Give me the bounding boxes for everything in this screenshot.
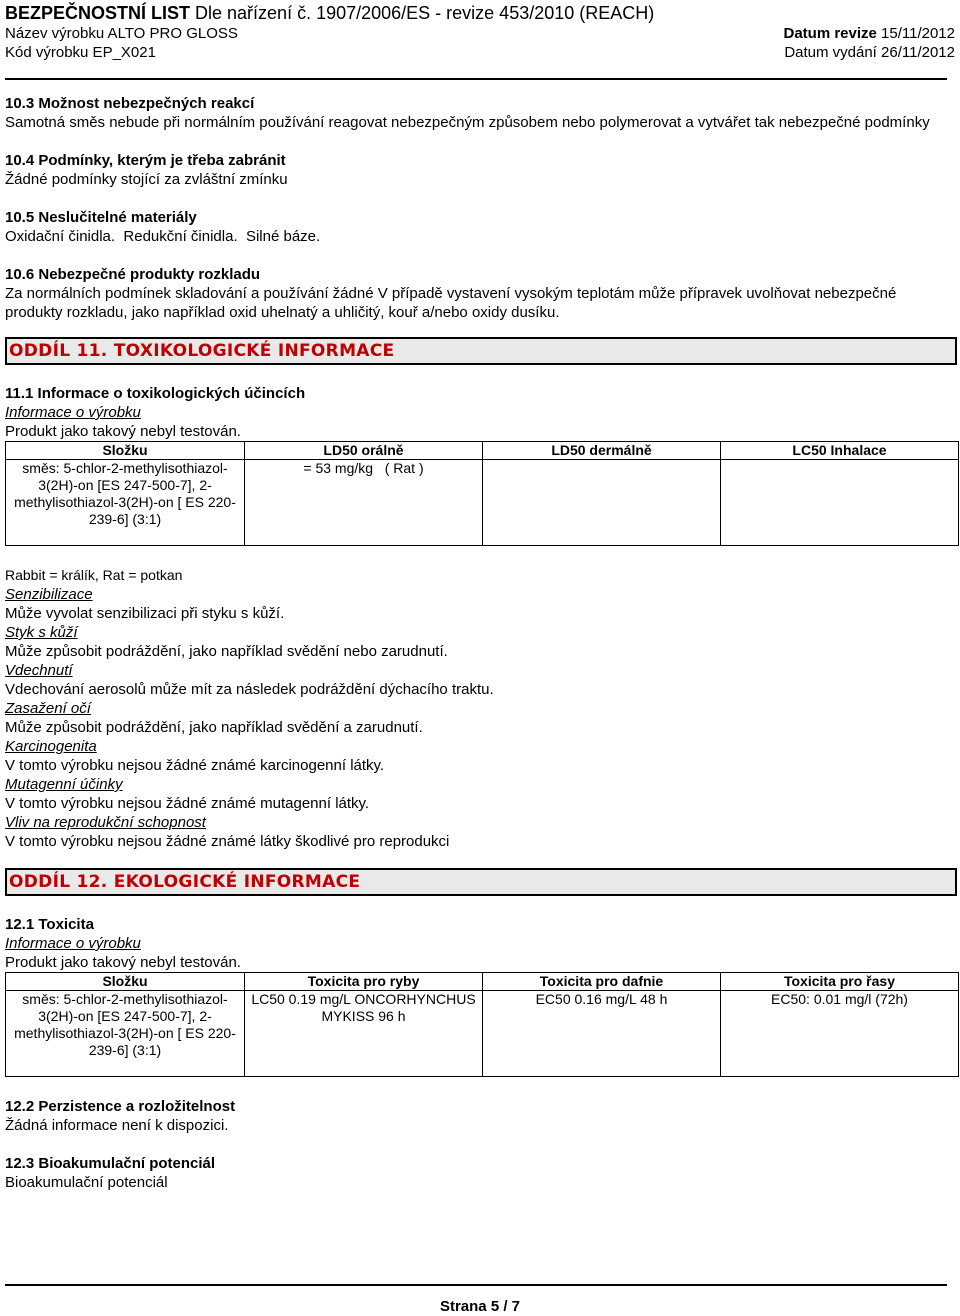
- footer-divider: [5, 1284, 947, 1286]
- text-10-3: Samotná směs nebude při normálním používání reagovat nebezpečným způsobem nebo polymerovat a vytvářet tak nebezpečné podmínky: [5, 114, 930, 131]
- cell-lc50-inhalation: [721, 460, 959, 546]
- issue-date-label: Datum vydání: [784, 44, 877, 61]
- tox-item-reproductive: [5, 813, 955, 851]
- product-code-label: Kód výrobku: [5, 44, 89, 61]
- col-header-algae: Toxicita pro řasy: [721, 973, 959, 991]
- heading-12-2: 12.2 Perzistence a rozložitelnost: [5, 1098, 236, 1115]
- tox-item-label: Mutagenní účinky: [5, 776, 123, 793]
- cell-daphnia: EC50 0.16 mg/L 48 h: [483, 991, 721, 1077]
- text-12-3: Bioakumulační potenciál: [5, 1174, 168, 1191]
- col-header-component: Složku: [6, 973, 245, 991]
- product-code-value: EP_X021: [88, 44, 156, 61]
- tox-item-label: Senzibilizace: [5, 586, 93, 603]
- tox-item-carcinogenicity: [5, 737, 955, 775]
- header-row-2: [5, 43, 955, 62]
- tox-item-text: Může způsobit podráždění, jako například svědění nebo zarudnutí.: [5, 643, 448, 660]
- tox-item-skin-contact: [5, 623, 955, 661]
- tox-item-text: Může způsobit podráždění, jako například svědění a zarudnutí.: [5, 719, 423, 736]
- col-header-lc50-inhalation: LC50 Inhalace: [721, 442, 959, 460]
- col-header-daphnia: Toxicita pro dafnie: [483, 973, 721, 991]
- tox-item-text: Vdechování aerosolů může mít za následek podráždění dýchacího traktu.: [5, 681, 494, 698]
- product-info-label-12: Informace o výrobku: [5, 935, 141, 952]
- heading-10-4: 10.4 Podmínky, kterým je třeba zabránit: [5, 152, 286, 169]
- table-header-row: [6, 973, 959, 991]
- revision-date-value: 15/11/2012: [876, 25, 955, 42]
- tox-item-label: Karcinogenita: [5, 738, 97, 755]
- cell-component: směs: 5-chlor-2-methylisothiazol-3(2H)-on [ES 247-500-7], 2-methylisothiazol-3(2H)-on [ ES 220-239-6] (3:1): [6, 460, 245, 546]
- text-12-2: Žádná informace není k dispozici.: [5, 1117, 229, 1134]
- product-info-label-11: Informace o výrobku: [5, 404, 141, 421]
- document-title-main: BEZPEČNOSTNÍ LIST: [5, 3, 191, 23]
- tox-item-label: Vdechnutí: [5, 662, 73, 679]
- product-info-text-11: Produkt jako takový nebyl testován.: [5, 423, 241, 440]
- tox-item-text: V tomto výrobku nejsou žádné známé mutagenní látky.: [5, 795, 370, 812]
- col-header-ld50-oral: LD50 orálně: [245, 442, 483, 460]
- tox-item-mutagenicity: [5, 775, 955, 813]
- col-header-fish: Toxicita pro ryby: [245, 973, 483, 991]
- text-10-6: Za normálních podmínek skladování a používání žádné V případě vystavení vysokým teplotám může přípravek uvolňovat nebezpečné produkty rozkladu, jako například oxid uhelnatý a uhličitý, kouř a/nebo oxidy dusíku.: [5, 285, 897, 321]
- heading-11-1: 11.1 Informace o toxikologických účincích: [5, 385, 306, 402]
- product-name-label: Název výrobku: [5, 25, 105, 42]
- tox-item-label: Zasažení očí: [5, 700, 91, 717]
- table-header-row: [6, 442, 959, 460]
- header-row-1: [5, 24, 955, 43]
- ecotoxicity-table: [5, 972, 959, 1077]
- tox-item-label: Styk s kůží: [5, 624, 78, 641]
- header-divider: [5, 78, 947, 80]
- issue-date: [784, 43, 955, 62]
- heading-12-3: 12.3 Bioakumulační potenciál: [5, 1155, 216, 1172]
- heading-10-3: 10.3 Možnost nebezpečných reakcí: [5, 95, 255, 112]
- tox-item-sensitization: [5, 585, 955, 623]
- col-header-ld50-dermal: LD50 dermálně: [483, 442, 721, 460]
- cell-fish: LC50 0.19 mg/L ONCORHYNCHUS MYKISS 96 h: [245, 991, 483, 1077]
- tox-item-text: Může vyvolat senzibilizaci při styku s kůží.: [5, 605, 285, 622]
- section-12-title: ODDÍL 12. EKOLOGICKÉ INFORMACE: [5, 868, 957, 896]
- col-header-component: Složku: [6, 442, 245, 460]
- section-11-title: ODDÍL 11. TOXIKOLOGICKÉ INFORMACE: [5, 337, 957, 365]
- heading-10-6: 10.6 Nebezpečné produkty rozkladu: [5, 266, 261, 283]
- revision-date-label: Datum revize: [783, 25, 877, 42]
- species-legend: Rabbit = králík, Rat = potkan: [5, 567, 183, 583]
- tox-item-text: V tomto výrobku nejsou žádné známé látky škodlivé pro reprodukci: [5, 833, 450, 850]
- document-title: [5, 2, 654, 24]
- toxicology-table: [5, 441, 959, 546]
- cell-algae: EC50: 0.01 mg/l (72h): [721, 991, 959, 1077]
- table-row: [6, 460, 959, 546]
- tox-item-eye-contact: [5, 699, 955, 737]
- product-name-value: ALTO PRO GLOSS: [104, 25, 238, 42]
- tox-item-text: V tomto výrobku nejsou žádné známé karcinogenní látky.: [5, 757, 385, 774]
- page-number: Strana 5 / 7: [439, 1298, 521, 1315]
- tox-item-label: Vliv na reprodukční schopnost: [5, 814, 206, 831]
- text-10-5: Oxidační činidla. Redukční činidla. Silné báze.: [5, 228, 321, 245]
- cell-ld50-oral: = 53 mg/kg ( Rat ): [245, 460, 483, 546]
- cell-component: směs: 5-chlor-2-methylisothiazol-3(2H)-on [ES 247-500-7], 2-methylisothiazol-3(2H)-on [ ES 220-239-6] (3:1): [6, 991, 245, 1077]
- cell-ld50-dermal: [483, 460, 721, 546]
- text-10-4: Žádné podmínky stojící za zvláštní zmínku: [5, 171, 288, 188]
- revision-date: [783, 24, 955, 43]
- heading-12-1: 12.1 Toxicita: [5, 916, 94, 933]
- heading-10-5: 10.5 Neslučitelné materiály: [5, 209, 197, 226]
- product-info-text-12: Produkt jako takový nebyl testován.: [5, 954, 241, 971]
- table-row: [6, 991, 959, 1077]
- issue-date-value: 26/11/2012: [876, 44, 955, 61]
- document-title-regulation: Dle nařízení č. 1907/2006/ES - revize 453/2010 (REACH): [190, 3, 655, 23]
- document-body: [5, 94, 955, 1192]
- tox-item-inhalation: [5, 661, 955, 699]
